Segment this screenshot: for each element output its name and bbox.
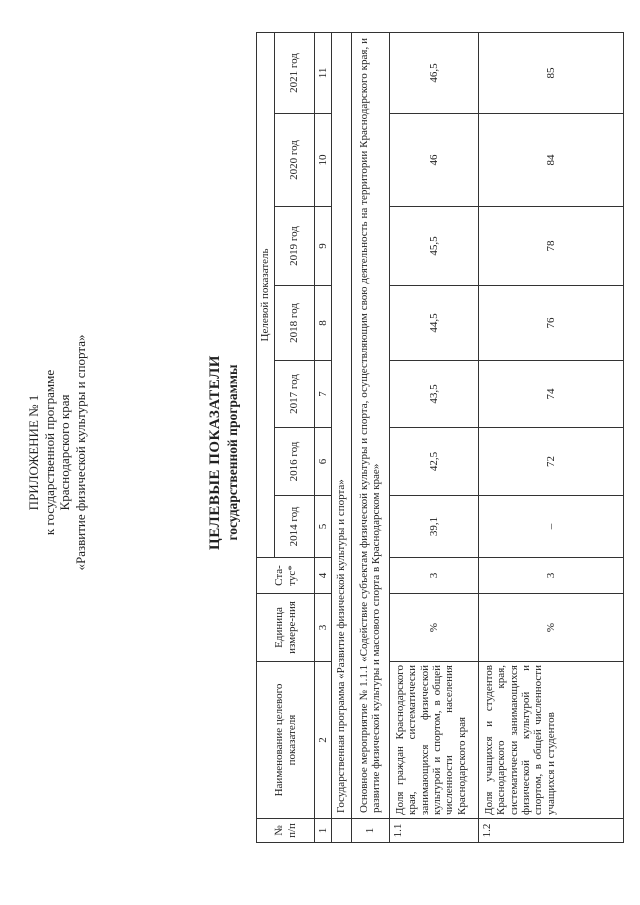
row-value: 84	[478, 114, 623, 207]
header-name: Наименование целевого показателя	[257, 662, 315, 819]
event-row-text: Основное мероприятие № 1.1.1 «Содействие субъектам физической культуры и спорта, осуществляющим свою деятельность на территории Краснодарского края, и развитие физической культуры и массового спорта в Краснодарском крае»	[351, 32, 389, 818]
row-value: 46	[389, 114, 478, 207]
row-status: 3	[389, 558, 478, 594]
col-number: 3	[315, 594, 332, 662]
header-year: 2017 год	[275, 361, 315, 428]
header-num: № п/п	[257, 819, 315, 843]
row-value: 85	[478, 32, 623, 113]
header-year: 2020 год	[275, 114, 315, 207]
col-number: 11	[315, 32, 332, 113]
row-value: 46,5	[389, 32, 478, 113]
col-number: 6	[315, 428, 332, 496]
row-num: 1.1	[389, 819, 478, 843]
row-value: 45,5	[389, 207, 478, 286]
event-row-num: 1	[351, 819, 389, 843]
header-target: Целевой показатель	[257, 32, 275, 557]
target-indicators-table	[256, 32, 624, 843]
header-status: Ста-тус*	[257, 558, 315, 594]
header-unit: Единица измере-ния	[257, 594, 315, 662]
row-value: 39,1	[389, 496, 478, 558]
row-status: 3	[478, 558, 623, 594]
title-sub: государственной программы	[225, 364, 240, 541]
program-row-text: Государственная программа «Развитие физической культуры и спорта»	[332, 32, 351, 818]
program-row-num	[332, 819, 351, 843]
row-value: 78	[478, 207, 623, 286]
table-row	[478, 32, 623, 842]
title-main: ЦЕЛЕВЫЕ ПОКАЗАТЕЛИ	[207, 355, 223, 550]
appendix-line-1: ПРИЛОЖЕНИЕ № 1	[26, 394, 41, 511]
header-year: 2019 год	[275, 207, 315, 286]
col-number: 7	[315, 361, 332, 428]
table-row	[389, 32, 478, 842]
appendix-line-2: к государственной программе	[41, 369, 57, 536]
row-value: 44,5	[389, 286, 478, 361]
col-number: 1	[315, 819, 332, 843]
col-number: 10	[315, 114, 332, 207]
col-number: 8	[315, 286, 332, 361]
appendix-line-4: «Развитие физической культуры и спорта»	[72, 334, 88, 571]
row-indicator-name: Доля учащихся и студентов Краснодарского края, систематически занимающихся физической культурой и спортом, в общей численности учащихся и студентов	[478, 662, 623, 819]
row-num: 1.2	[478, 819, 623, 843]
row-value: 42,5	[389, 428, 478, 496]
col-number: 5	[315, 496, 332, 558]
col-number: 2	[315, 662, 332, 819]
row-unit: %	[389, 594, 478, 662]
header-year: 2021 год	[275, 32, 315, 113]
row-value: –	[478, 496, 623, 558]
row-unit: %	[478, 594, 623, 662]
row-value: 76	[478, 286, 623, 361]
col-number: 4	[315, 558, 332, 594]
header-year: 2016 год	[275, 428, 315, 496]
row-value: 74	[478, 361, 623, 428]
document-title	[207, 0, 241, 905]
row-value: 43,5	[389, 361, 478, 428]
row-indicator-name: Доля граждан Краснодарского края, систематически занимающихся физической культурой и спортом, в общей численности населения Краснодарского края	[389, 662, 478, 819]
header-year: 2014 год	[275, 496, 315, 558]
col-number: 9	[315, 207, 332, 286]
row-value: 72	[478, 428, 623, 496]
appendix-line-3: Краснодарского края	[57, 394, 72, 511]
header-year: 2018 год	[275, 286, 315, 361]
appendix-header	[26, 0, 88, 905]
